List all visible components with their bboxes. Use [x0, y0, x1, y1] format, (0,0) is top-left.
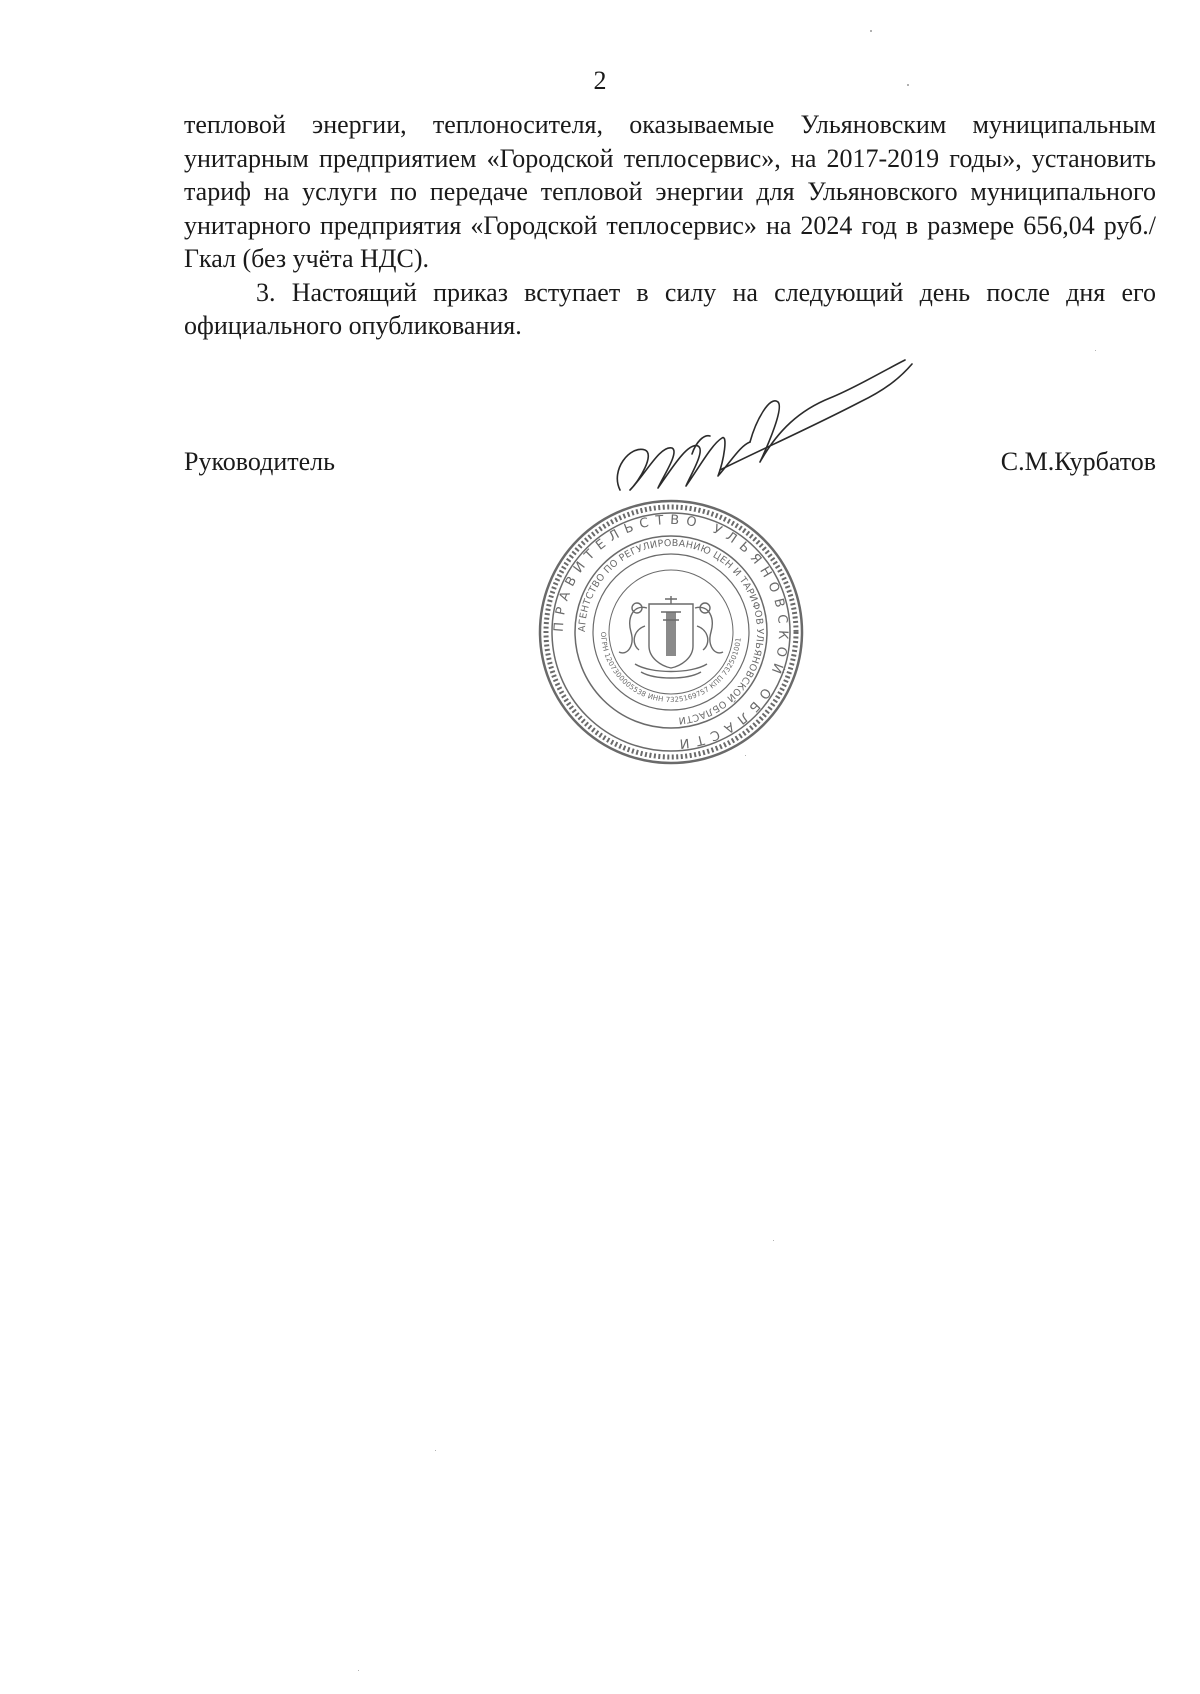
- seal-outer-text: ПРАВИТЕЛЬСТВО УЛЬЯНОВСКОЙ ОБЛАСТИ: [551, 512, 791, 752]
- paragraph-effective-date: 3. Настоящий приказ вступает в силу на следующий день после дня его официального опубликования.: [184, 277, 1156, 340]
- paragraph-continuation: тепловой энергии, теплоносителя, оказываемые Ульяновским муниципальным унитарным предприятием «Городской теплосервис», на 2017-2019 годы», установить тариф на услуги по передаче тепловой энергии для Ульяновского муниципального унитарного предприятия «Городской теплосервис» на 2024 год в размере 656,04 руб./Гкал (без учёта НДС).: [184, 110, 1156, 273]
- signatory-title: Руководитель: [184, 447, 335, 476]
- document-body: [184, 108, 1156, 343]
- page-number: 2: [593, 66, 607, 95]
- handwritten-signature: [600, 350, 920, 510]
- seal-inner-text: АГЕНТСТВО ПО РЕГУЛИРОВАНИЮ ЦЕН И ТАРИФОВ УЛЬЯНОВСКОЙ ОБЛАСТИ: [576, 537, 766, 726]
- official-seal: [535, 496, 807, 768]
- coat-of-arms-icon: [619, 596, 723, 678]
- signatory-name: С.М.Курбатов: [1000, 447, 1156, 476]
- seal-codes-text: ОГРН 1207300005538 ИНН 7325169757 КПП 732501001: [598, 631, 743, 705]
